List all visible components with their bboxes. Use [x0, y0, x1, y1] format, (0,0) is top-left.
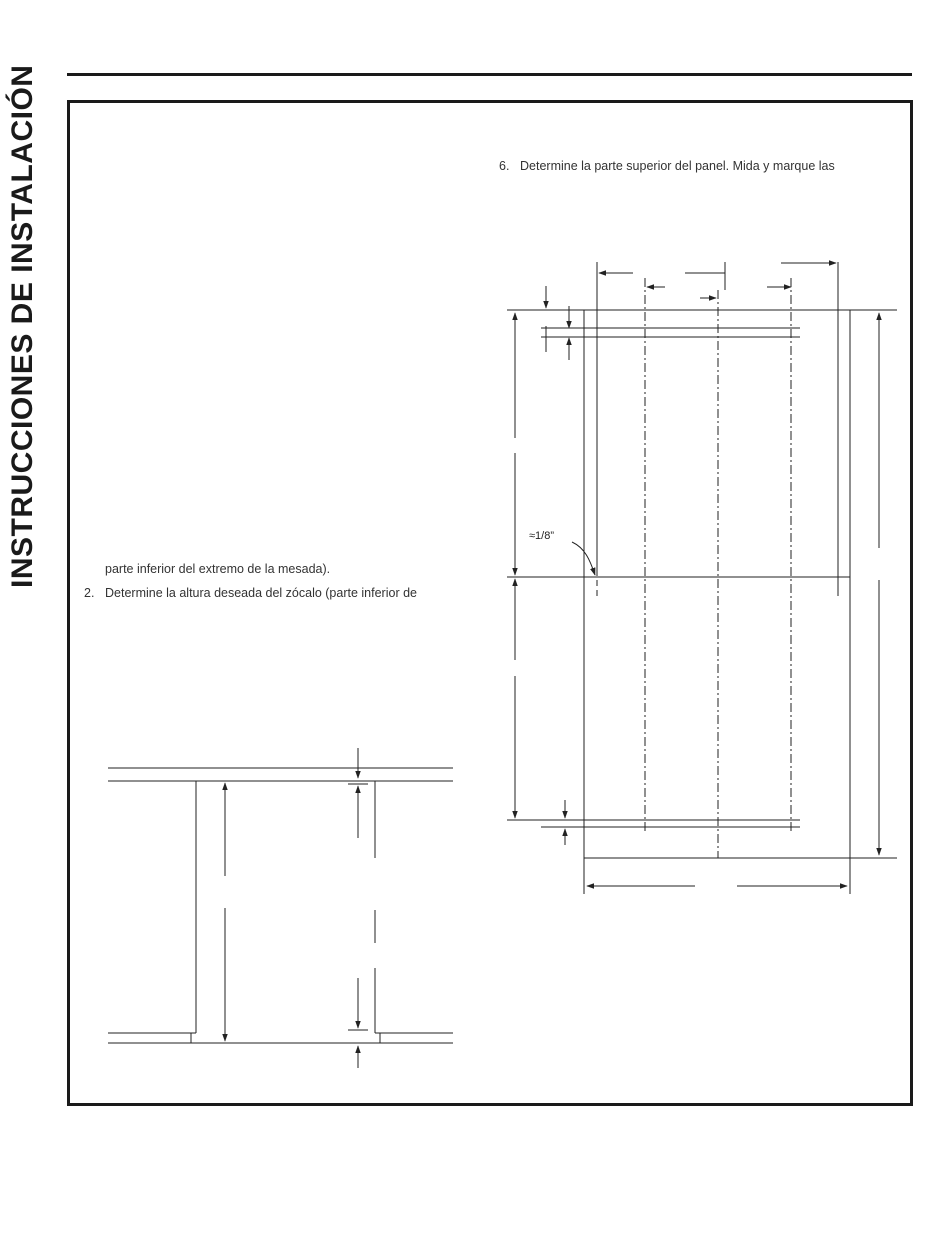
step-2-text: Determine la altura deseada del zócalo (parte inferior de — [105, 586, 417, 600]
step-6-text: Determine la parte superior del panel. Mida y marque las — [520, 159, 835, 173]
panel-outline — [584, 310, 850, 858]
panel-layout-centerlines — [590, 278, 800, 858]
step-2-number: 2. — [84, 586, 95, 600]
toe-kick-diagram — [108, 748, 453, 1068]
step-1-continuation: parte inferior del extremo de la mesada). — [105, 562, 331, 576]
step-6-number: 6. — [499, 159, 510, 173]
panel-diagram — [507, 262, 897, 894]
side-title: INSTRUCCIONES DE INSTALACIÓN — [6, 64, 39, 588]
gap-dimension-label: ≈1/8” — [529, 530, 554, 542]
